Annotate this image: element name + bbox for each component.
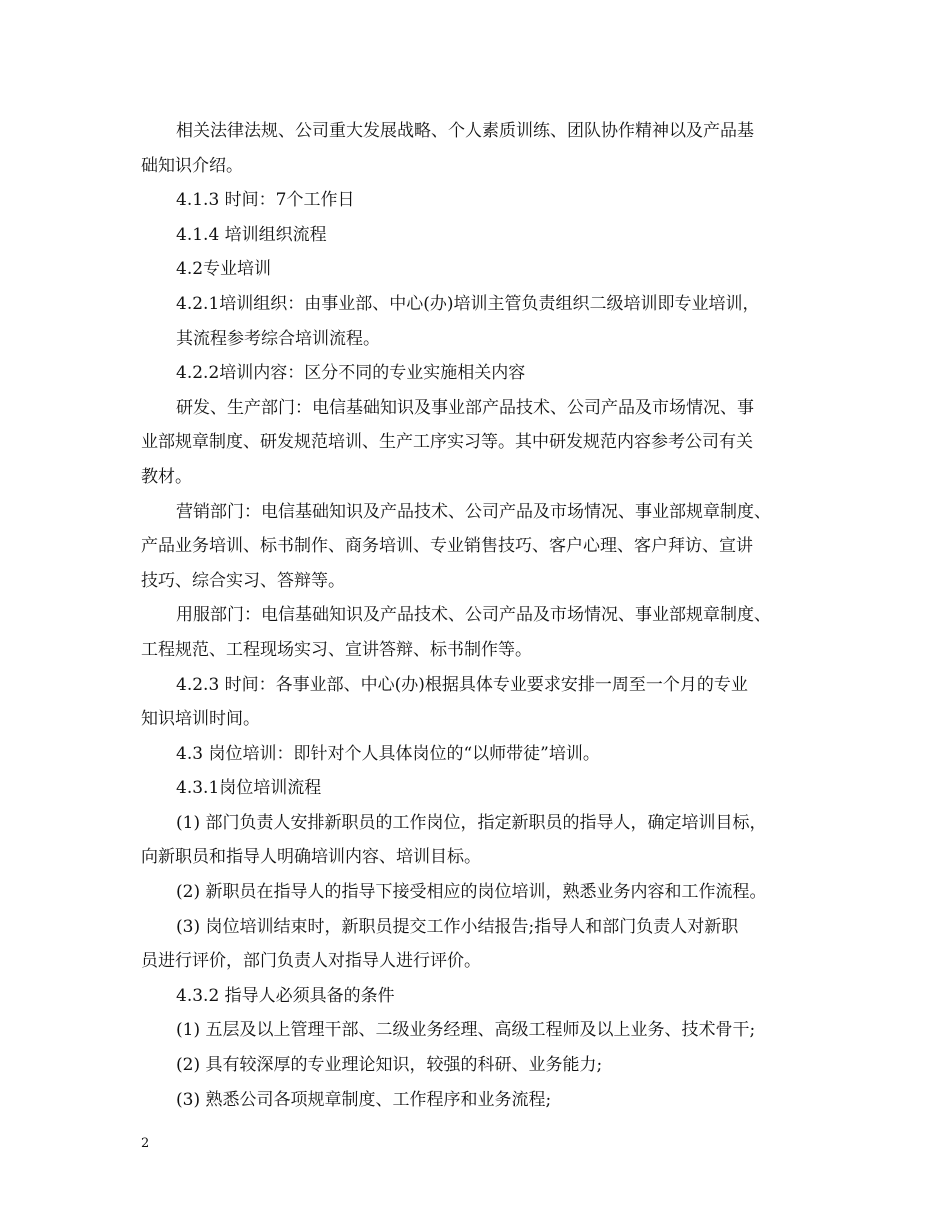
- text-line: 知识培训时间。: [141, 709, 260, 730]
- text-line: 营销部门：电信基础知识及产品技术、公司产品及市场情况、事业部规章制度、: [176, 501, 771, 522]
- text-line: (3) 岗位培训结束时，新职员提交工作小结报告;指导人和部门负责人对新职: [176, 916, 739, 937]
- text-line: (1) 部门负责人安排新职员的工作岗位，指定新职员的指导人，确定培训目标，: [176, 812, 767, 833]
- text-line: 相关法律法规、公司重大发展战略、个人素质训练、团队协作精神以及产品基: [176, 121, 754, 141]
- text-line: 4.3 岗位培训：即针对个人具体岗位的“以师带徒”培训。: [176, 743, 600, 764]
- text-line: 产品业务培训、标书制作、商务培训、专业销售技巧、客户心理、客户拜访、宣讲: [141, 536, 753, 557]
- text-line: 4.2.1培训组织：由事业部、中心(办)培训主管负责组织二级培训即专业培训，: [176, 293, 760, 314]
- text-line: 4.2.3 时间：各事业部、中心(办)根据具体专业要求安排一周至一个月的专业: [176, 674, 748, 695]
- text-line: 研发、生产部门：电信基础知识及事业部产品技术、公司产品及市场情况、事: [176, 397, 754, 418]
- text-line: (2) 具有较深厚的专业理论知识，较强的科研、业务能力;: [176, 1055, 603, 1076]
- text-line: 教材。: [141, 466, 192, 487]
- text-line: 4.3.2 指导人必须具备的条件: [176, 985, 395, 1006]
- text-line: 4.2.2培训内容：区分不同的专业实施相关内容: [176, 363, 526, 384]
- text-line: 业部规章制度、研发规范培训、生产工序实习等。其中研发规范内容参考公司有关: [141, 432, 753, 453]
- text-line: 技巧、综合实习、答辩等。: [141, 570, 345, 591]
- text-line: 4.1.4 培训组织流程: [176, 224, 327, 245]
- text-line: 工程规范、工程现场实习、宣讲答辩、标书制作等。: [141, 639, 532, 660]
- text-line: 础知识介绍。: [141, 155, 243, 176]
- text-line: 用服部门：电信基础知识及产品技术、公司产品及市场情况、事业部规章制度、: [176, 605, 771, 626]
- text-line: 4.2专业培训: [176, 259, 272, 280]
- text-line: (1) 五层及以上管理干部、二级业务经理、高级工程师及以上业务、技术骨干;: [176, 1020, 756, 1041]
- text-line: 员进行评价，部门负责人对指导人进行评价。: [141, 951, 481, 972]
- text-line: (3) 熟悉公司各项规章制度、工作程序和业务流程;: [176, 1089, 552, 1110]
- text-line: (2) 新职员在指导人的指导下接受相应的岗位培训，熟悉业务内容和工作流程。: [176, 882, 767, 903]
- page-number: 2: [141, 1136, 150, 1151]
- document-body: [141, 114, 821, 1117]
- text-line: 4.3.1岗位培训流程: [176, 778, 322, 799]
- text-line: 其流程参考综合培训流程。: [176, 328, 380, 349]
- text-line: 4.1.3 时间：7个工作日: [176, 190, 355, 211]
- text-line: 向新职员和指导人明确培训内容、培训目标。: [141, 847, 481, 868]
